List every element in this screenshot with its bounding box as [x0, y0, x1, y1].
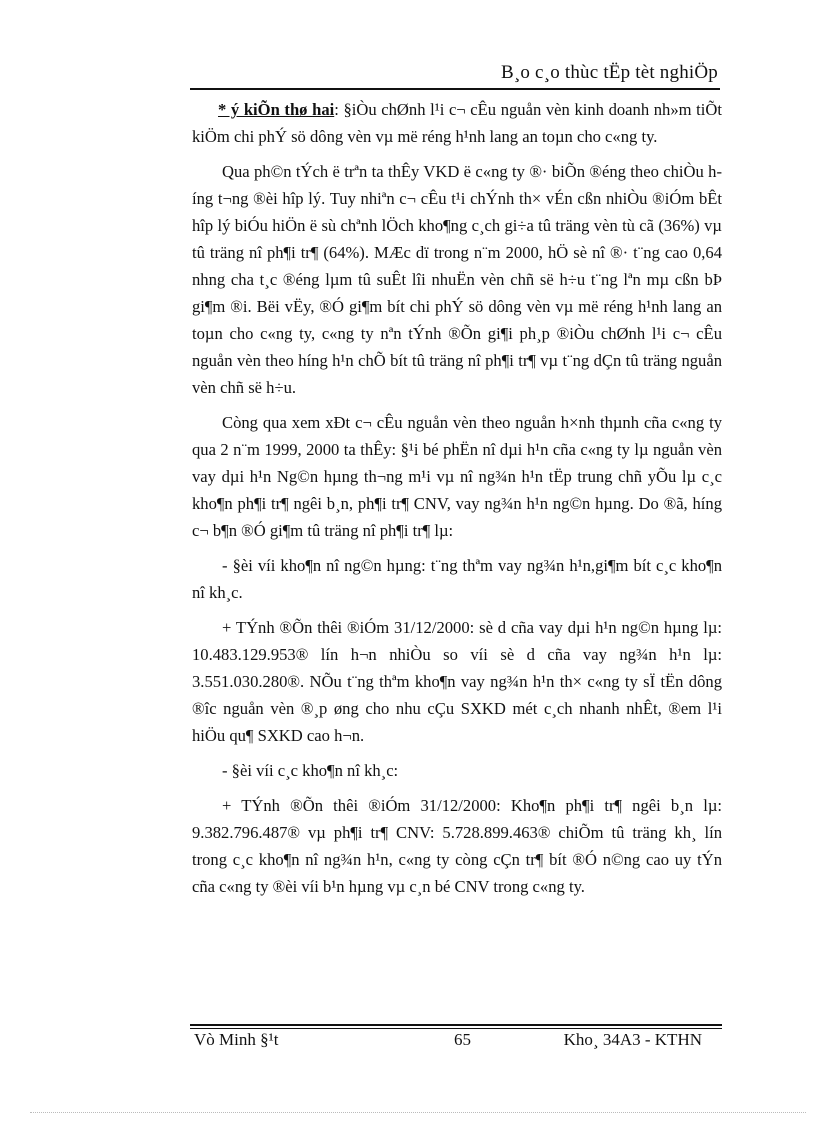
page-bottom-divider [30, 1112, 806, 1113]
header-title: B¸o c¸o thùc tËp tèt nghiÖp [501, 62, 718, 83]
paragraph-lead-label: * ý kiÕn thø hai [218, 100, 335, 119]
page-footer [190, 1024, 722, 1064]
paragraph-1 [192, 96, 722, 150]
paragraph-3: Còng qua xem xÐt c¬ cÊu nguån vèn theo nguån h×nh thµnh cña c«ng ty qua 2 n¨m 1999, 2000 ta thÊy: §¹i bé phËn nî dµi h¹n cña c«ng ty lµ nguån vèn vay dµi h¹n Ng©n hµng th¬ng m¹i vµ nî ng¾n h¹n tËp trung chñ yÕu lµ c¸c kho¶n ph¶i tr¶ ngêi b¸n, ph¶i tr¶ CNV, vay ng¾n h¹n ng©n hµng. Do ®ã, híng c¬ b¶n ®Ó gi¶m tû träng nî ph¶i tr¶ lµ: [192, 413, 722, 540]
paragraph-1-text: : §iÒu chØnh l¹i c¬ cÊu nguån vèn kinh doanh nh»m tiÕt kiÖm chi phÝ sö dông vèn vµ më réng h¹nh lang an toµn cho c«ng ty. [192, 100, 722, 146]
paragraph-7: + TÝnh ®Õn thêi ®iÓm 31/12/2000: Kho¶n ph¶i tr¶ ngêi b¸n lµ: 9.382.796.487® vµ ph¶i tr¶ CNV: 5.728.899.463® chiÕm tû träng kh¸ lín trong c¸c kho¶n nî ng¾n h¹n, c«ng ty còng cÇn tr¶ bít ®Ó n©ng cao uy tÝn cña c«ng ty ®èi víi b¹n hµng vµ c¸n bé CNV trong c«ng ty. [192, 796, 722, 896]
paragraph-4: - §èi víi kho¶n nî ng©n hµng: t¨ng thªm vay ng¾n h¹n,gi¶m bít c¸c kho¶n nî kh¸c. [192, 556, 722, 602]
document-body [192, 96, 722, 908]
footer-author: Vò Minh §¹t [194, 1030, 279, 1049]
paragraph-2: Qua ph©n tÝch ë trªn ta thÊy VKD ë c«ng ty ®· biÕn ®éng theo chiÒu híng t¬ng ®èi hîp lý. Tuy nhiªn c¬ cÊu t¹i chÝnh th× vÉn cßn nhiÒu ®iÓm bÊt hîp lý biÓu hiÖn ë sù chªnh lÖch kho¶ng c¸ch gi÷a tû träng vèn tù cã (36%) vµ tû träng nî ph¶i tr¶ (64%). MÆc dï trong n¨m 2000, hÖ sè nî ®· t¨ng cao 0,64 nhng cha t¸c ®éng lµm tû suÊt lîi nhuËn vèn chñ së h÷u t¨ng lªn mµ cßn bÞ gi¶m ®i. Bëi vËy, ®Ó gi¶m bít chi phÝ sö dông vèn vµ më réng h¹nh lang an toµn cho c«ng ty, c«ng ty nªn tÝnh ®Õn gi¶i ph¸p ®iÒu chØnh l¹i c¬ cÊu nguån vèn theo híng h¹n chÕ bít tû träng nî ph¶i tr¶ vµ t¨ng dÇn tû träng nguån vèn chñ së h÷u. [192, 162, 722, 397]
page-number: 65 [454, 1030, 471, 1049]
footer-department: Kho¸ 34A3 - KTHN [563, 1030, 702, 1049]
paragraph-6: - §èi víi c¸c kho¶n nî kh¸c: [222, 761, 399, 780]
paragraph-5: + TÝnh ®Õn thêi ®iÓm 31/12/2000: sè d cña vay dµi h¹n ng©n hµng lµ: 10.483.129.953® lín h¬n nhiÒu so víi sè d cña vay ng¾n h¹n lµ: 3.551.030.280®. NÕu t¨ng thªm kho¶n vay ng¾n h¹n th× c«ng ty sÏ tËn dông ®îc nguån vèn ®¸p øng cho nhu cÇu SXKD mét c¸ch nhanh nhÊt, ®em l¹i hiÖu qu¶ SXKD cao h¬n. [192, 618, 722, 745]
header-rule [190, 88, 720, 90]
page-header [190, 62, 720, 92]
footer-rule [190, 1024, 722, 1026]
footer-rule-thin [190, 1028, 722, 1029]
